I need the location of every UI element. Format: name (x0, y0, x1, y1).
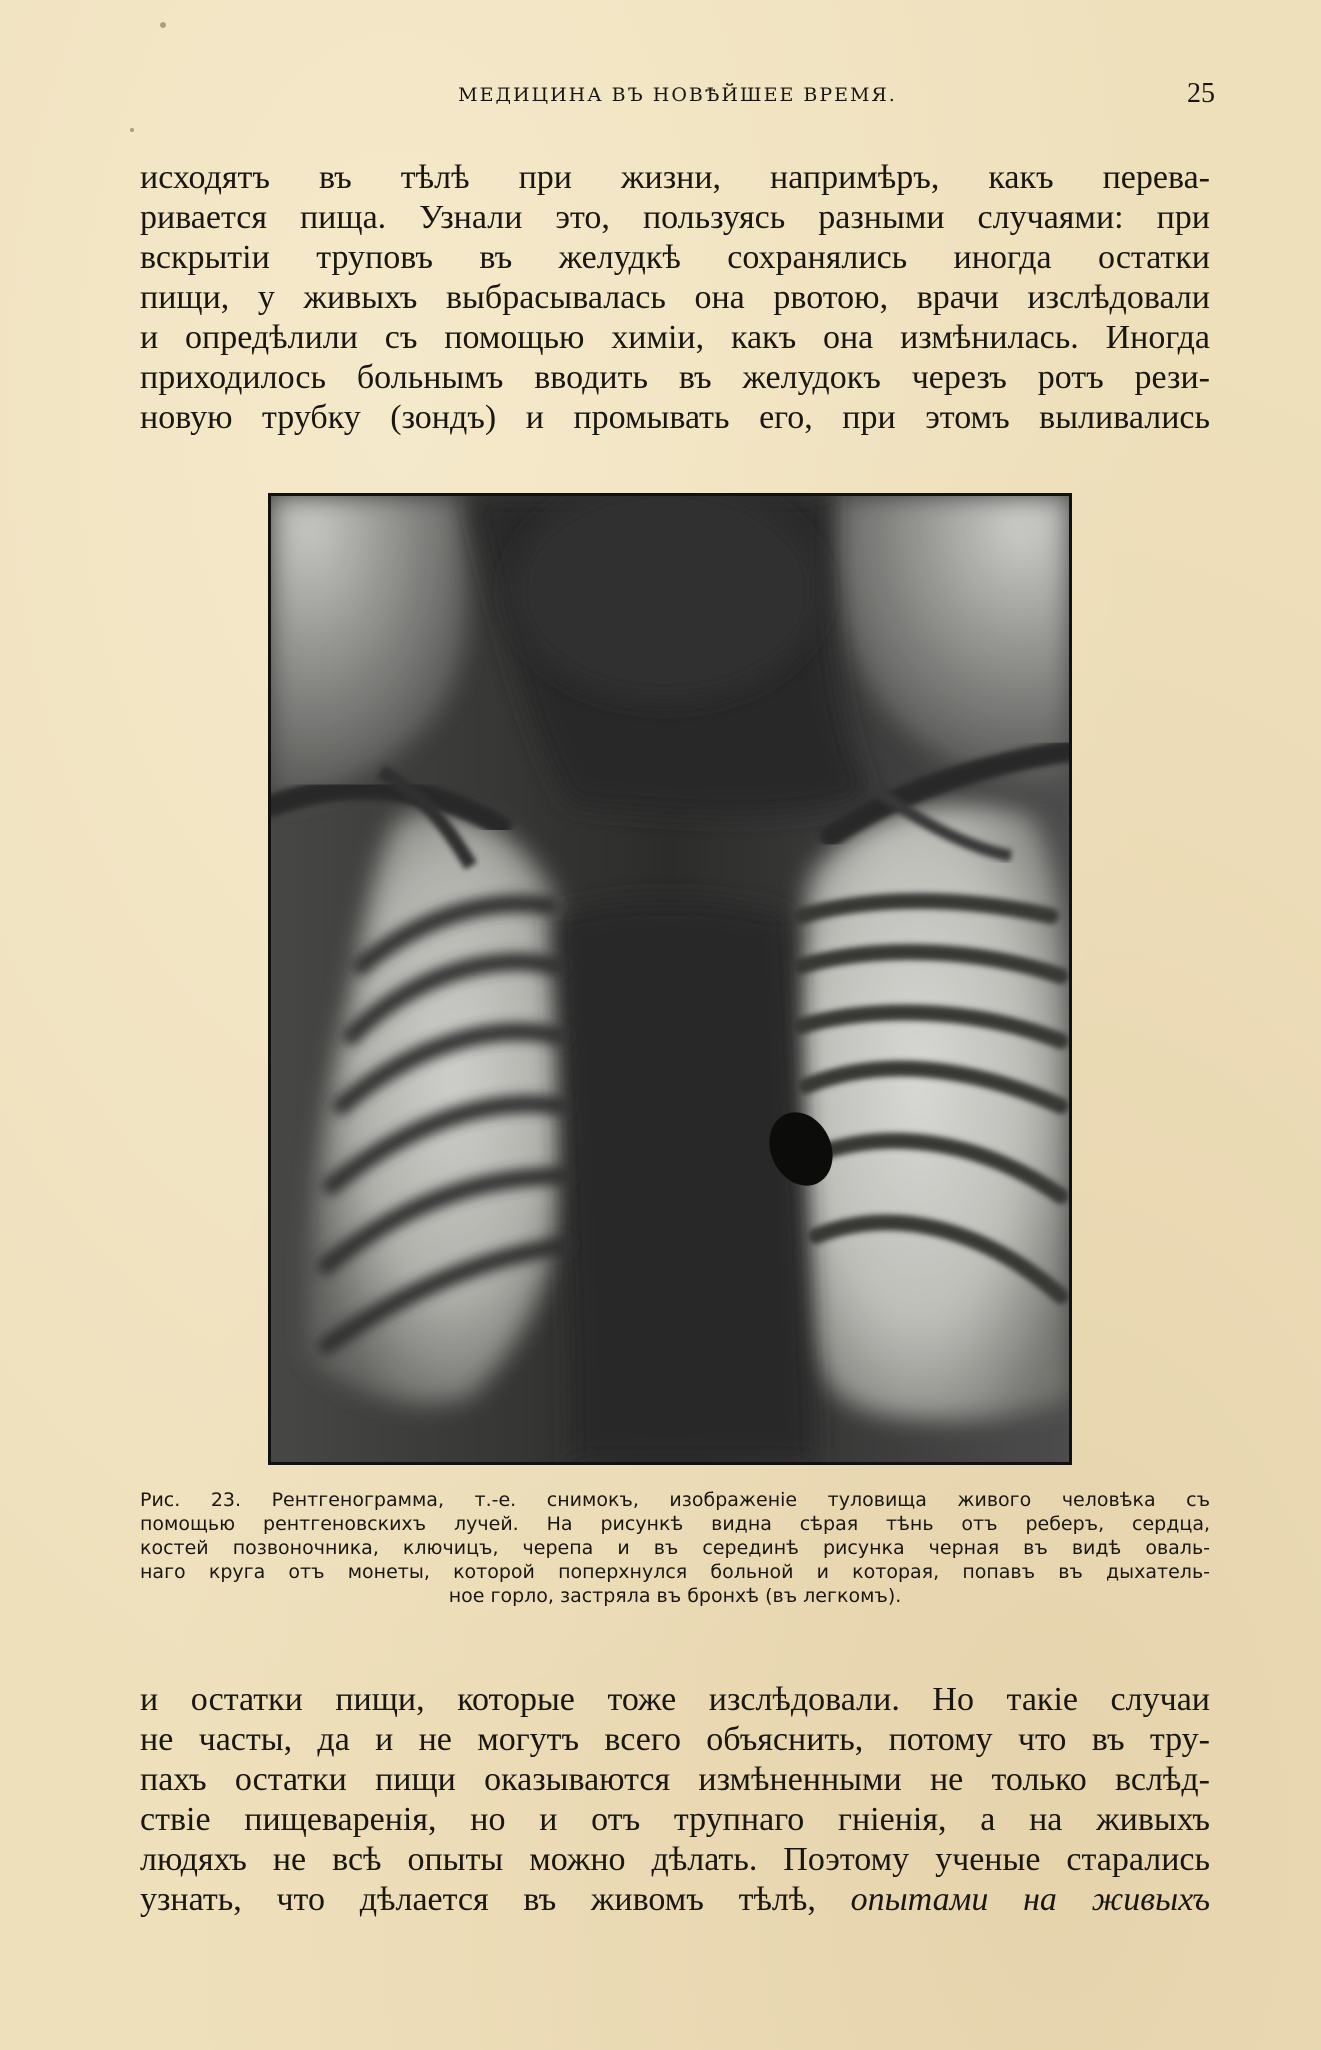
running-title: МЕДИЦИНА ВЪ НОВѢЙШЕЕ ВРЕМЯ. (458, 84, 897, 106)
text-line: не часты, да и не могутъ всего объяснить, потому что въ тру- (140, 1721, 1210, 1758)
page-number: 25 (1187, 78, 1215, 109)
print-speck (130, 128, 134, 132)
text-line: и остатки пищи, которые тоже изслѣдовали. Но такіе случаи (140, 1681, 1210, 1718)
text-line: пахъ остатки пищи оказываются измѣненными не только вслѣд- (140, 1761, 1210, 1798)
text-line: исходятъ въ тѣлѣ при жизни, напримѣръ, какъ перева- (140, 159, 1210, 196)
text-line: и опредѣлили съ помощью химіи, какъ она измѣнилась. Иногда (140, 319, 1210, 356)
text-line: вскрытіи труповъ въ желудкѣ сохранялись иногда остатки (140, 239, 1210, 276)
text-line: приходилось больнымъ вводить въ желудокъ черезъ ротъ рези- (140, 359, 1210, 396)
figure-caption (140, 1488, 1210, 1608)
caption-line: наго круга отъ монеты, которой поперхнулся больной и которая, попавъ въ дыхатель- (140, 1561, 1210, 1583)
text-plain: узнать, что дѣлается въ живомъ тѣлѣ, (140, 1881, 816, 1918)
text-line: ствіе пищеваренія, но и отъ трупнаго гніенія, а на живыхъ (140, 1801, 1210, 1838)
caption-line: ное горло, застряла въ бронхѣ (въ легкомъ). (448, 1585, 902, 1607)
text-italic: опытами на живыхъ (850, 1881, 1210, 1918)
caption-line: костей позвоночника, ключицъ, черепа и въ серединѣ рисунка черная въ видѣ оваль- (140, 1537, 1210, 1559)
running-head (140, 78, 1215, 108)
text-line: новую трубку (зондъ) и промывать его, при этомъ выливались (140, 399, 1210, 436)
text-line-last (140, 1880, 1210, 1920)
text-line: ривается пища. Узнали это, пользуясь разными случаями: при (140, 199, 1210, 236)
paragraph-bottom (140, 1680, 1210, 1920)
caption-line: Рис. 23. Рентгенограмма, т.-е. снимокъ, изображеніе туловища живого человѣка съ (140, 1489, 1210, 1511)
paragraph-top (140, 158, 1210, 438)
caption-line: помощью рентгеновскихъ лучей. На рисункѣ видна сѣрая тѣнь отъ реберъ, сердца, (140, 1513, 1210, 1535)
text-line: людяхъ не всѣ опыты можно дѣлать. Поэтому ученые старались (140, 1841, 1210, 1878)
x-ray-illustration (271, 496, 1069, 1462)
text-line: пищи, у живыхъ выбрасывалась она рвотою, врачи изслѣдовали (140, 279, 1210, 316)
x-ray-chest-image (268, 493, 1072, 1465)
print-speck (160, 22, 166, 28)
